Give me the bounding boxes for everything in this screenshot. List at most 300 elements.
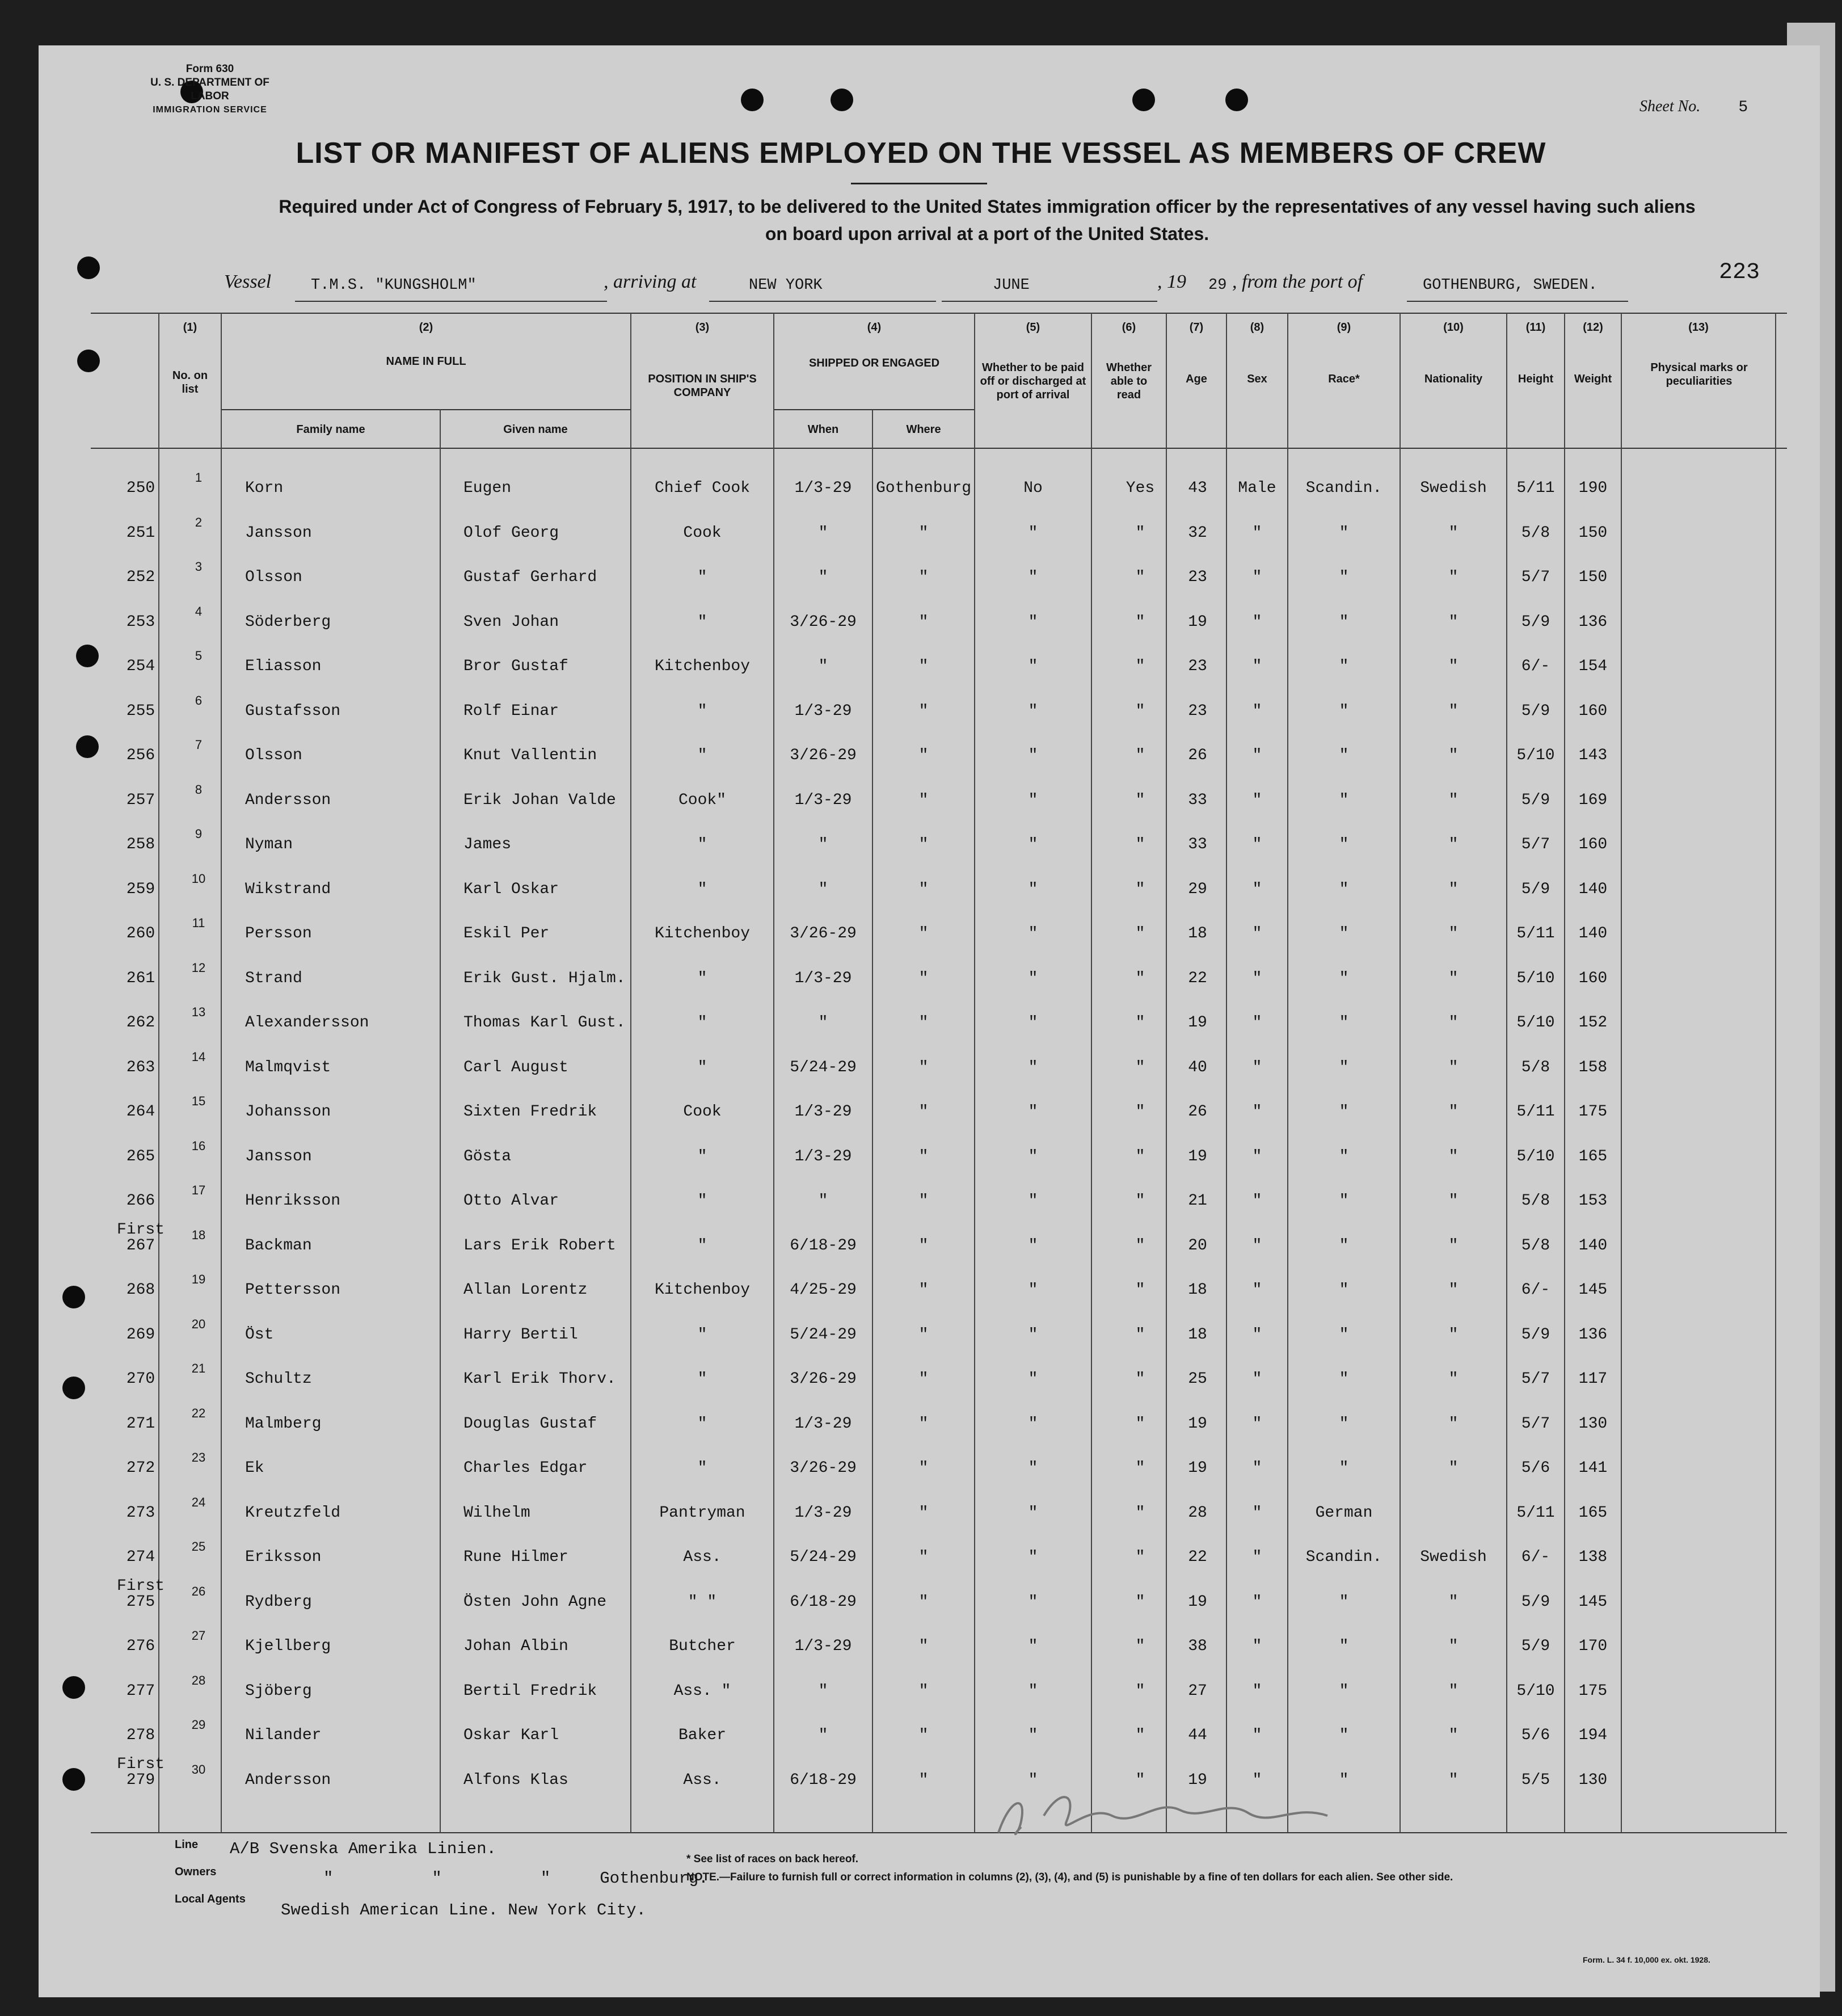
cell-sex: " [1252, 1326, 1262, 1344]
col2b-header: Given name [503, 423, 568, 436]
page-title: LIST OR MANIFEST OF ALIENS EMPLOYED ON THE VESSEL AS MEMBERS OF CREW [296, 137, 1546, 170]
cell-when: 3/26-29 [790, 1370, 857, 1388]
cell-paid: " [1028, 970, 1038, 987]
cell-age: 20 [1188, 1237, 1207, 1255]
cell-race: " [1339, 1771, 1349, 1789]
cell-paid: " [1028, 1370, 1038, 1388]
cell-nat: " [1448, 1771, 1459, 1789]
cell-race: " [1339, 836, 1349, 853]
cell-age: 18 [1188, 1326, 1207, 1344]
row-list-number: 254 [126, 658, 155, 675]
cell-weight: 152 [1578, 1014, 1608, 1032]
cell-height: 5/7 [1521, 569, 1550, 586]
cell-given: Knut Vallentin [463, 747, 597, 764]
cell-position: " " [688, 1593, 717, 1611]
cell-when: 1/3-29 [794, 479, 852, 497]
cell-age: 21 [1188, 1192, 1207, 1210]
cell-read: " [1135, 1059, 1145, 1076]
cell-given: Sven Johan [463, 613, 559, 631]
cell-given: Douglas Gustaf [463, 1415, 597, 1433]
cell-weight: 160 [1578, 836, 1608, 853]
row-list-number: 277 [126, 1682, 155, 1700]
cell-position: Cook" [678, 792, 726, 809]
cell-race: " [1339, 613, 1349, 631]
col12-number: (12) [1583, 321, 1603, 334]
cell-where: " [918, 925, 929, 942]
cell-position: Kitchenboy [654, 925, 751, 942]
cell-race: " [1339, 925, 1349, 942]
cell-position: " [697, 1237, 707, 1255]
row-line-index: 10 [191, 872, 206, 886]
cell-age: 44 [1188, 1727, 1207, 1744]
cell-given: Wilhelm [463, 1504, 530, 1522]
cell-when: 4/25-29 [790, 1281, 857, 1299]
cell-race: " [1339, 658, 1349, 675]
cell-read: " [1135, 1103, 1145, 1121]
cell-paid: " [1028, 747, 1038, 764]
cell-given: Allan Lorentz [463, 1281, 588, 1299]
cell-sex: " [1252, 970, 1262, 987]
cell-sex: " [1252, 524, 1262, 542]
row-line-index: 13 [191, 1005, 206, 1019]
cell-when: " [818, 836, 828, 853]
cell-age: 18 [1188, 925, 1207, 942]
cell-nat: " [1448, 1326, 1459, 1344]
row-list-number: 255 [126, 702, 155, 720]
col2-header: NAME IN FULL [386, 355, 466, 368]
cell-read: " [1135, 1771, 1145, 1789]
cell-when: 3/26-29 [790, 613, 857, 631]
cell-paid: No [1023, 479, 1043, 497]
row-list-number: 258 [126, 836, 155, 853]
manifest-number: 223 [1719, 260, 1760, 285]
cell-where: " [918, 1682, 929, 1700]
cell-weight: 160 [1578, 970, 1608, 987]
cell-sex: " [1252, 1638, 1262, 1655]
cell-age: 26 [1188, 1103, 1207, 1121]
cell-when: 6/18-29 [790, 1237, 857, 1255]
row-list-number: 263 [126, 1059, 155, 1076]
cell-age: 23 [1188, 658, 1207, 675]
cell-height: 5/11 [1516, 1103, 1555, 1121]
col13-number: (13) [1688, 321, 1709, 334]
cell-sex: " [1252, 1727, 1262, 1744]
cell-where: " [918, 1326, 929, 1344]
row-line-index: 6 [195, 693, 203, 708]
cell-nat: " [1448, 1370, 1459, 1388]
cell-race: " [1339, 970, 1349, 987]
cell-position: " [697, 1014, 707, 1032]
cell-when: 3/26-29 [790, 747, 857, 764]
cell-nat: " [1448, 1727, 1459, 1744]
requirement-line-1: Required under Act of Congress of February 5, 1917, to be delivered to the United States immigration officer by the representatives of any vessel having such aliens [279, 196, 1696, 217]
cell-where: " [918, 1771, 929, 1789]
row-list-number: 276 [126, 1638, 155, 1655]
row-line-index: 29 [191, 1718, 206, 1732]
cell-family: Eliasson [245, 658, 322, 675]
cell-when: " [818, 524, 828, 542]
cell-where: " [918, 1459, 929, 1477]
col10-header: Nationality [1424, 373, 1483, 385]
cell-where: " [918, 702, 929, 720]
row-first-marker: First [116, 1221, 165, 1239]
cell-weight: 140 [1578, 1237, 1608, 1255]
cell-weight: 150 [1578, 569, 1608, 586]
cell-weight: 138 [1578, 1548, 1608, 1566]
cell-nat: " [1448, 925, 1459, 942]
cell-given: Olof Georg [463, 524, 559, 542]
col3-header: POSITION IN SHIP'S COMPANY [648, 373, 757, 399]
cell-where: " [918, 1059, 929, 1076]
cell-sex: " [1252, 658, 1262, 675]
cell-given: Karl Erik Thorv. [463, 1370, 616, 1388]
cell-where: " [918, 569, 929, 586]
cell-read: " [1135, 702, 1145, 720]
row-line-index: 27 [191, 1628, 206, 1643]
cell-family: Johansson [245, 1103, 331, 1121]
cell-position: Cook [683, 524, 722, 542]
cell-where: Gothenburg [875, 479, 972, 497]
cell-position: " [697, 1148, 707, 1165]
line-value: A/B Svenska Amerika Linien. [230, 1840, 496, 1858]
cell-age: 29 [1188, 881, 1207, 898]
cell-where: " [918, 1148, 929, 1165]
cell-position: " [697, 881, 707, 898]
col1-number: (1) [183, 321, 197, 334]
row-line-index: 2 [195, 515, 203, 529]
cell-nat: " [1448, 970, 1459, 987]
row-first-marker: First [116, 1756, 165, 1773]
cell-where: " [918, 1192, 929, 1210]
cell-paid: " [1028, 836, 1038, 853]
cell-where: " [918, 1727, 929, 1744]
cell-paid: " [1028, 1415, 1038, 1433]
cell-read: " [1135, 1459, 1145, 1477]
cell-when: 1/3-29 [794, 792, 852, 809]
cell-position: Chief Cook [654, 479, 751, 497]
cell-sex: " [1252, 836, 1262, 853]
row-list-number: 262 [126, 1014, 155, 1032]
cell-given: Oskar Karl [463, 1727, 559, 1744]
cell-race: " [1339, 1192, 1349, 1210]
cell-read: " [1135, 613, 1145, 631]
cell-position: " [697, 747, 707, 764]
cell-position: " [697, 1459, 707, 1477]
cell-read: " [1135, 1415, 1145, 1433]
cell-given: Bertil Fredrik [463, 1682, 597, 1700]
cell-weight: 136 [1578, 1326, 1608, 1344]
cell-nat: " [1448, 792, 1459, 809]
cell-given: Sixten Fredrik [463, 1103, 597, 1121]
cell-paid: " [1028, 1548, 1038, 1566]
cell-sex: " [1252, 569, 1262, 586]
cell-position: " [697, 970, 707, 987]
department-name: U. S. DEPARTMENT OF LABOR [150, 77, 269, 102]
cell-when: 1/3-29 [794, 1638, 852, 1655]
col11-number: (11) [1525, 321, 1546, 334]
requirement-line-2: on board upon arrival at a port of the United States. [765, 224, 1209, 244]
cell-when: 5/24-29 [790, 1326, 857, 1344]
cell-when: " [818, 1682, 828, 1700]
col4-number: (4) [867, 321, 882, 334]
year-prefix: , 19 [1157, 271, 1186, 292]
port-label: , from the port of [1232, 271, 1363, 292]
cell-where: " [918, 1548, 929, 1566]
cell-family: Sjöberg [245, 1682, 312, 1700]
owners-label: Owners [175, 1866, 217, 1878]
col9-header: Race* [1328, 373, 1360, 385]
cell-race: " [1339, 1326, 1349, 1344]
cell-position: " [697, 569, 707, 586]
cell-sex: " [1252, 702, 1262, 720]
cell-race: " [1339, 569, 1349, 586]
cell-sex: " [1252, 925, 1262, 942]
cell-paid: " [1028, 1504, 1038, 1522]
cell-height: 5/8 [1521, 1237, 1550, 1255]
row-line-index: 11 [192, 916, 205, 930]
cell-weight: 117 [1578, 1370, 1608, 1388]
cell-height: 5/10 [1516, 1014, 1555, 1032]
row-line-index: 22 [191, 1406, 206, 1420]
cell-race: Scandin. [1305, 479, 1382, 497]
cell-sex: " [1252, 1281, 1262, 1299]
cell-given: Erik Johan Valde [463, 792, 616, 809]
cell-race: " [1339, 1682, 1349, 1700]
arriving-value: NEW YORK [749, 277, 823, 294]
cell-family: Eriksson [245, 1548, 322, 1566]
cell-paid: " [1028, 1281, 1038, 1299]
row-line-index: 8 [195, 782, 203, 797]
cell-sex: " [1252, 1593, 1262, 1611]
cell-given: Rolf Einar [463, 702, 559, 720]
col1-header: No. on list [172, 369, 208, 395]
cell-when: " [818, 1192, 828, 1210]
row-list-number: 261 [126, 970, 155, 987]
cell-nat: " [1448, 1638, 1459, 1655]
cell-height: 5/11 [1516, 479, 1555, 497]
cell-family: Andersson [245, 1771, 331, 1789]
cell-given: Charles Edgar [463, 1459, 588, 1477]
cell-read: " [1135, 1727, 1145, 1744]
cell-paid: " [1028, 1014, 1038, 1032]
owners-value: " " " Gothenburg. [323, 1869, 709, 1888]
cell-race: " [1339, 881, 1349, 898]
cell-age: 33 [1188, 836, 1207, 853]
cell-age: 19 [1188, 1459, 1207, 1477]
arriving-label: , arriving at [604, 271, 697, 292]
cell-nat: " [1448, 702, 1459, 720]
row-list-number: 260 [126, 925, 155, 942]
cell-position: " [697, 1059, 707, 1076]
cell-age: 22 [1188, 1548, 1207, 1566]
cell-family: Jansson [245, 1148, 312, 1165]
cell-where: " [918, 1237, 929, 1255]
cell-nat: " [1448, 1192, 1459, 1210]
cell-where: " [918, 613, 929, 631]
cell-age: 32 [1188, 524, 1207, 542]
cell-family: Ek [245, 1459, 264, 1477]
row-line-index: 19 [191, 1272, 206, 1286]
row-list-number: 266 [126, 1192, 155, 1210]
col10-number: (10) [1443, 321, 1464, 334]
cell-weight: 175 [1578, 1682, 1608, 1700]
cell-weight: 158 [1578, 1059, 1608, 1076]
cell-when: 5/24-29 [790, 1548, 857, 1566]
cell-where: " [918, 1504, 929, 1522]
cell-age: 25 [1188, 1370, 1207, 1388]
cell-sex: " [1252, 1459, 1262, 1477]
col13-header: Physical marks or peculiarities [1650, 361, 1748, 388]
cell-height: 6/- [1521, 1281, 1550, 1299]
col2a-header: Family name [296, 423, 365, 436]
cell-weight: 141 [1578, 1459, 1608, 1477]
cell-read: " [1135, 1548, 1145, 1566]
cell-nat: " [1448, 1415, 1459, 1433]
col8-header: Sex [1247, 373, 1267, 385]
cell-sex: " [1252, 1237, 1262, 1255]
cell-weight: 130 [1578, 1771, 1608, 1789]
row-line-index: 21 [191, 1361, 206, 1375]
row-list-number: 267 [126, 1237, 155, 1255]
cell-paid: " [1028, 569, 1038, 586]
cell-sex: " [1252, 1192, 1262, 1210]
cell-family: Andersson [245, 792, 331, 809]
row-list-number: 273 [126, 1504, 155, 1522]
cell-height: 5/9 [1521, 702, 1550, 720]
cell-when: 5/24-29 [790, 1059, 857, 1076]
cell-weight: 153 [1578, 1192, 1608, 1210]
cell-sex: " [1252, 1370, 1262, 1388]
cell-nat: " [1448, 1281, 1459, 1299]
cell-when: 1/3-29 [794, 1103, 852, 1121]
cell-nat: Swedish [1420, 479, 1487, 497]
cell-position: Ass. [683, 1548, 722, 1566]
cell-age: 33 [1188, 792, 1207, 809]
cell-sex: " [1252, 1548, 1262, 1566]
cell-read: " [1135, 1281, 1145, 1299]
cell-sex: " [1252, 1504, 1262, 1522]
cell-position: Ass. [683, 1771, 722, 1789]
cell-family: Gustafsson [245, 702, 341, 720]
col12-header: Weight [1574, 373, 1612, 385]
cell-position: Cook [683, 1103, 722, 1121]
cell-where: " [918, 658, 929, 675]
form-label: Form 630 [186, 63, 234, 75]
cell-race: " [1339, 1237, 1349, 1255]
agents-label: Local Agents [175, 1893, 246, 1905]
cell-given: Gustaf Gerhard [463, 569, 597, 586]
cell-nat: " [1448, 1059, 1459, 1076]
cell-race: " [1339, 792, 1349, 809]
cell-height: 5/9 [1521, 613, 1550, 631]
cell-family: Malmberg [245, 1415, 322, 1433]
cell-read: " [1135, 1237, 1145, 1255]
cell-sex: " [1252, 1014, 1262, 1032]
cell-age: 43 [1188, 479, 1207, 497]
cell-paid: " [1028, 1593, 1038, 1611]
cell-read: " [1135, 658, 1145, 675]
cell-family: Korn [245, 479, 284, 497]
cell-position: " [697, 1326, 707, 1344]
cell-age: 19 [1188, 1593, 1207, 1611]
cell-when: " [818, 569, 828, 586]
line-label: Line [175, 1838, 199, 1851]
cell-family: Rydberg [245, 1593, 312, 1611]
cell-read: " [1135, 569, 1145, 586]
cell-nat: " [1448, 524, 1459, 542]
cell-race: " [1339, 1459, 1349, 1477]
cell-nat: " [1448, 1459, 1459, 1477]
cell-race: " [1339, 1148, 1349, 1165]
race-note: * See list of races on back hereof. [686, 1853, 859, 1865]
cell-family: Nyman [245, 836, 293, 853]
cell-paid: " [1028, 1771, 1038, 1789]
cell-position: " [697, 836, 707, 853]
cell-family: Jansson [245, 524, 312, 542]
cell-where: " [918, 1638, 929, 1655]
cell-where: " [918, 1014, 929, 1032]
cell-when: " [818, 658, 828, 675]
cell-read: " [1135, 747, 1145, 764]
cell-sex: " [1252, 1415, 1262, 1433]
cell-position: " [697, 702, 707, 720]
cell-when: " [818, 1727, 828, 1744]
cell-where: " [918, 970, 929, 987]
cell-given: James [463, 836, 512, 853]
row-line-index: 30 [191, 1762, 206, 1777]
cell-paid: " [1028, 1192, 1038, 1210]
cell-position: Baker [678, 1727, 726, 1744]
agents-value: Swedish American Line. New York City. [281, 1901, 646, 1920]
row-line-index: 1 [195, 470, 203, 485]
row-list-number: 279 [126, 1771, 155, 1789]
col5-header: Whether to be paid off or discharged at port of arrival [980, 361, 1086, 401]
cell-age: 19 [1188, 613, 1207, 631]
cell-weight: 145 [1578, 1593, 1608, 1611]
cell-where: " [918, 1103, 929, 1121]
cell-where: " [918, 792, 929, 809]
cell-paid: " [1028, 1459, 1038, 1477]
cell-race: " [1339, 1638, 1349, 1655]
sheet-label: Sheet No. [1639, 98, 1701, 115]
cell-weight: 190 [1578, 479, 1608, 497]
cell-family: Schultz [245, 1370, 312, 1388]
cell-given: Otto Alvar [463, 1192, 559, 1210]
cell-weight: 175 [1578, 1103, 1608, 1121]
cell-paid: " [1028, 1148, 1038, 1165]
cell-when: 3/26-29 [790, 925, 857, 942]
cell-read: " [1135, 1326, 1145, 1344]
cell-nat: " [1448, 1593, 1459, 1611]
cell-family: Kreutzfeld [245, 1504, 341, 1522]
signature [987, 1782, 1339, 1850]
cell-read: " [1135, 1638, 1145, 1655]
cell-read: " [1135, 925, 1145, 942]
cell-weight: 160 [1578, 702, 1608, 720]
cell-weight: 136 [1578, 613, 1608, 631]
cell-family: Öst [245, 1326, 274, 1344]
cell-weight: 130 [1578, 1415, 1608, 1433]
row-list-number: 274 [126, 1548, 155, 1566]
cell-family: Olsson [245, 747, 302, 764]
cell-nat: " [1448, 658, 1459, 675]
cell-sex: " [1252, 1103, 1262, 1121]
cell-paid: " [1028, 1682, 1038, 1700]
cell-when: 1/3-29 [794, 1504, 852, 1522]
vessel-label: Vessel [224, 271, 272, 292]
cell-family: Henriksson [245, 1192, 341, 1210]
penalty-note: NOTE.—Failure to furnish full or correct information in columns (2), (3), (4), and (5) is punishable by a fine of ten dollars for each alien. See other side. [686, 1871, 1453, 1883]
